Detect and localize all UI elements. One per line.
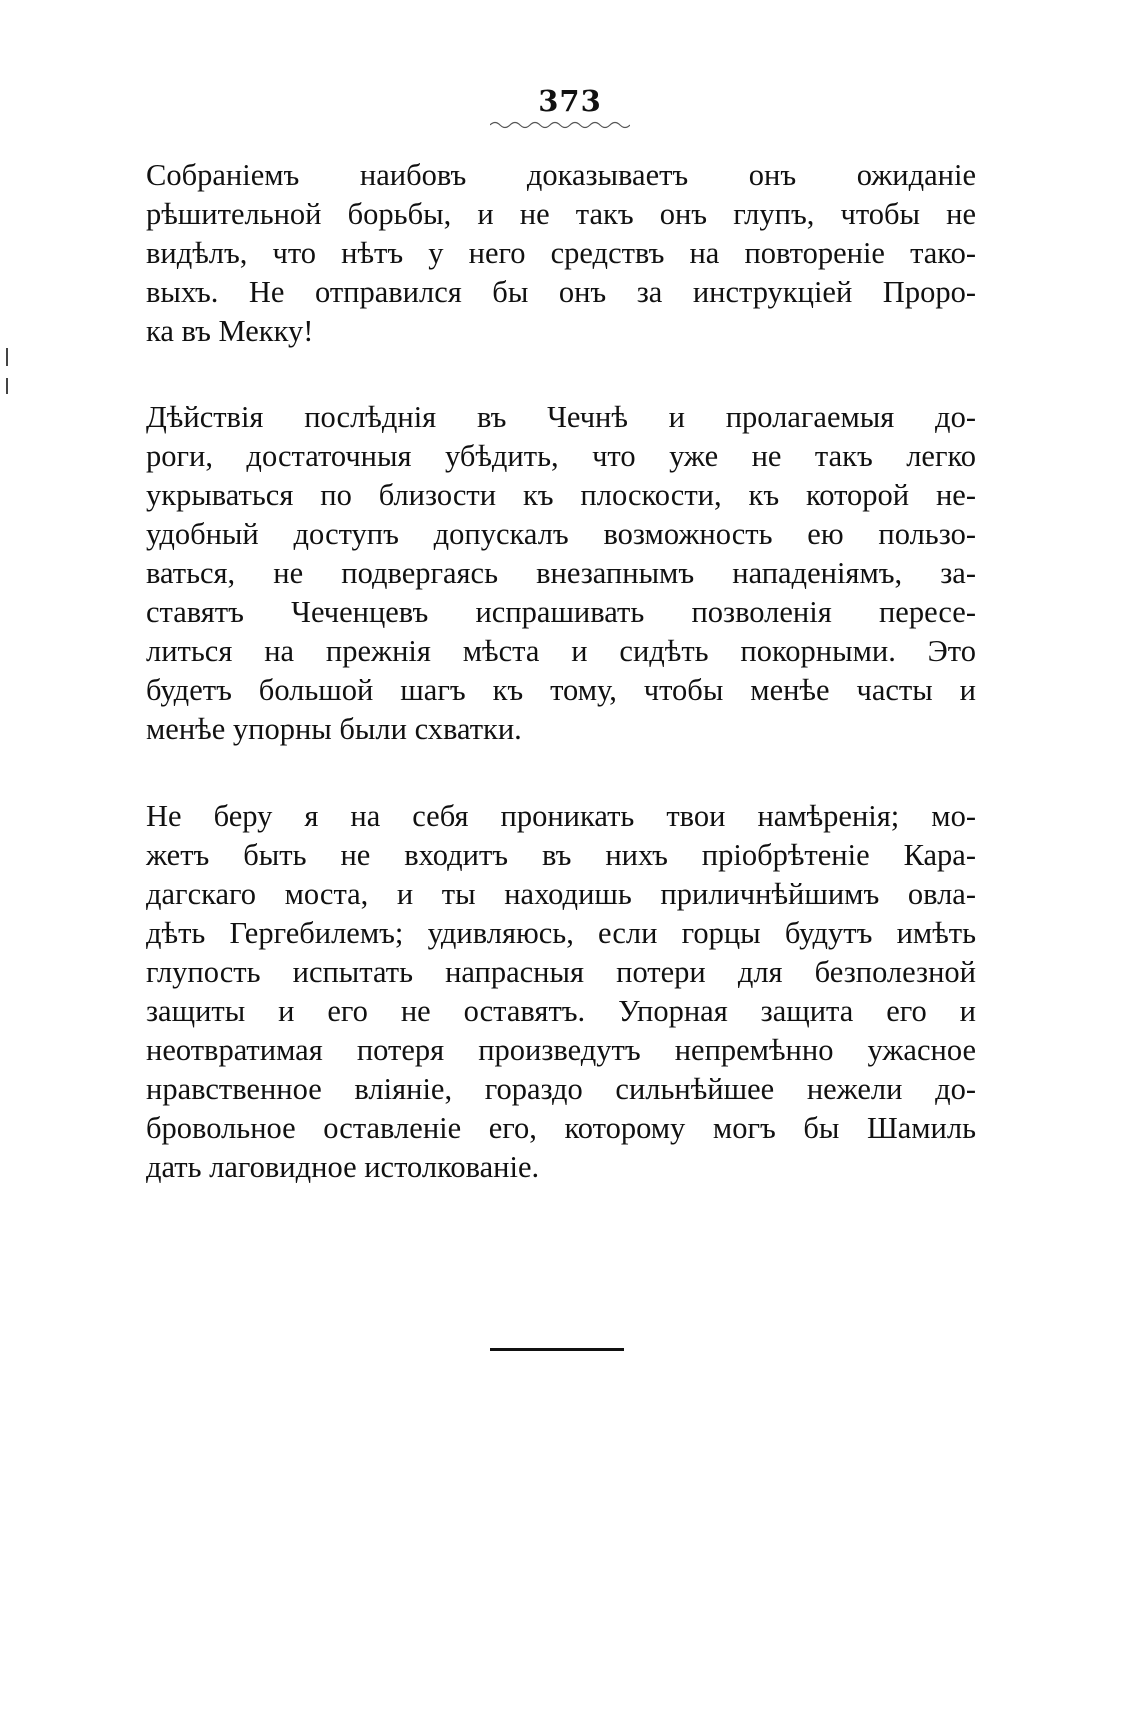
text-line: нравственное вліяніе, гораздо сильнѣйшее нежели до- xyxy=(146,1072,976,1106)
text-line: укрываться по близости къ плоскости, къ которой не- xyxy=(146,478,976,512)
text-line: дѣть Гергебилемъ; удивляюсь, если горцы будутъ имѣть xyxy=(146,916,976,950)
text-line: глупость испытать напрасныя потери для безполезной xyxy=(146,955,976,989)
text-line: ка въ Мекку! xyxy=(146,314,314,348)
page-number: 373 xyxy=(538,84,602,118)
margin-scan-mark xyxy=(6,378,8,394)
text-line: роги, достаточныя убѣдить, что уже не такъ легко xyxy=(146,439,976,473)
text-line: видѣлъ, что нѣтъ у него средствъ на повтореніе тако- xyxy=(146,236,976,270)
text-line: ваться, не подвергаясь внезапнымъ нападеніямъ, за- xyxy=(146,556,976,590)
text-line: Дѣйствія послѣднія въ Чечнѣ и пролагаемыя до- xyxy=(146,400,976,434)
section-end-rule xyxy=(490,1348,624,1351)
text-line: ставятъ Чеченцевъ испрашивать позволенія пересе- xyxy=(146,595,976,629)
paragraph-3 xyxy=(146,797,976,1187)
text-line: жетъ быть не входитъ въ нихъ пріобрѣтеніе Кара- xyxy=(146,838,976,872)
text-line: Собраніемъ наибовъ доказываетъ онъ ожиданіе xyxy=(146,158,976,192)
text-line: бровольное оставленіе его, которому могъ бы Шамиль xyxy=(146,1111,976,1145)
text-line: защиты и его не оставятъ. Упорная защита его и xyxy=(146,994,976,1028)
text-line: менѣе упорны были схватки. xyxy=(146,712,522,746)
text-line: удобный доступъ допускалъ возможность ею пользо- xyxy=(146,517,976,551)
text-line: литься на прежнія мѣста и сидѣть покорными. Это xyxy=(146,634,976,668)
text-line: дать лаговидное истолкованіе. xyxy=(146,1150,540,1184)
page-number-ornament xyxy=(490,120,630,130)
paragraph-2 xyxy=(146,398,976,749)
text-line: выхъ. Не отправился бы онъ за инструкціей Проро- xyxy=(146,275,976,309)
text-line: рѣшительной борьбы, и не такъ онъ глупъ, чтобы не xyxy=(146,197,976,231)
text-line: дагскаго моста, и ты находишь приличнѣйшимъ овла- xyxy=(146,877,976,911)
paragraph-1 xyxy=(146,156,976,351)
text-line: будетъ большой шагъ къ тому, чтобы менѣе часты и xyxy=(146,673,976,707)
text-line: неотвратимая потеря произведутъ непремѣнно ужасное xyxy=(146,1033,976,1067)
text-line: Не беру я на себя проникать твои намѣренія; мо- xyxy=(146,799,976,833)
margin-scan-mark xyxy=(6,348,8,366)
